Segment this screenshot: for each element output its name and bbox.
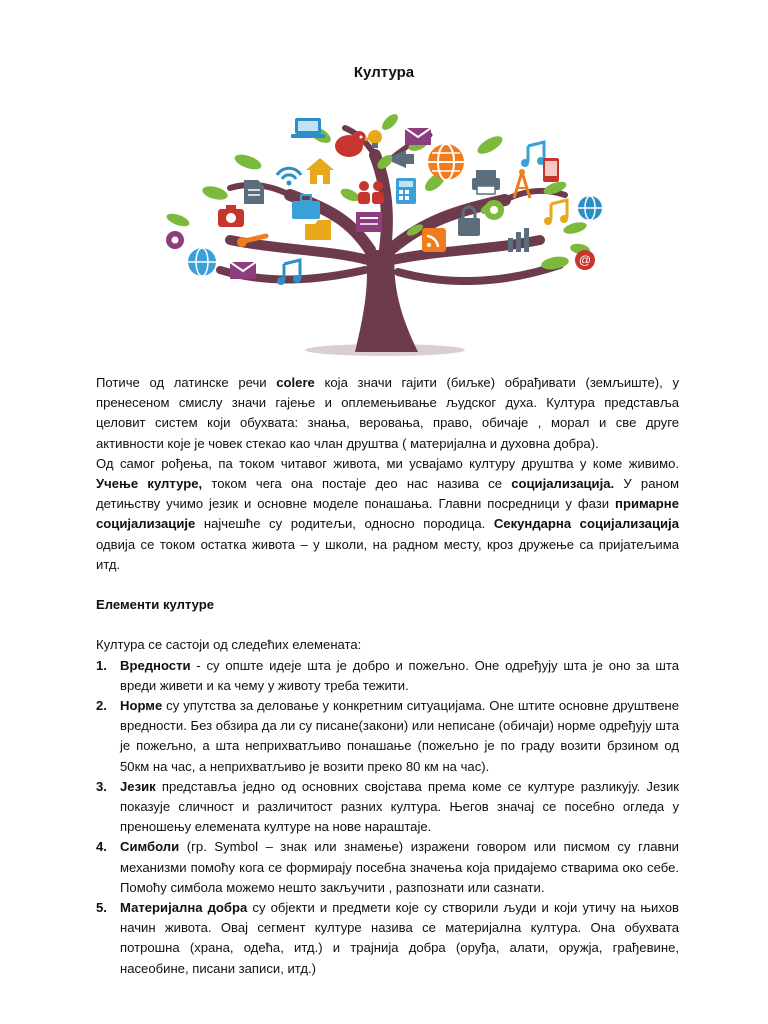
folder-icon [305, 220, 331, 240]
people-icon [358, 181, 384, 204]
wifi-icon [277, 168, 301, 185]
globe-icon [188, 248, 216, 276]
envelope-icon [230, 262, 256, 279]
rss-icon [422, 228, 446, 252]
bold-term: примарне социјализације [96, 496, 679, 532]
intro-paragraph: Потиче од латинске речи colere која значи гајити (биљке) обрађивати (земљиште), у пренесеном смислу значи гајење и оплемењивање људског духа. Култура представља целовит систем који обухвата: знања, веровања, право, обичаје , морал и све друге активности које је човек стекао као члан друштва ( материјална и духовна добра). [96, 375, 679, 451]
envelope-icon [405, 128, 431, 145]
list-term: Језик [120, 778, 156, 794]
gear-icon [166, 231, 184, 249]
leaf [201, 184, 229, 202]
list-intro: Култура се састоји од следећих елемената: [96, 637, 362, 653]
calculator-icon [396, 178, 416, 204]
bold-term: Учење културе, [96, 476, 203, 492]
globe-icon [428, 144, 464, 180]
bold-term: colere [276, 375, 315, 390]
list-term: Вредности [120, 657, 191, 673]
list-number: 4. [96, 839, 107, 855]
globe-icon [578, 196, 602, 220]
list-item [96, 837, 679, 898]
list-text: су објекти и предмети које су створили људи и који утичу на њихов начин живота. Овај сегмент културе назива се материјална култура. Она обухвата потрошна (храна, одећа, итд.) и трајнија добра (оруђа, алати, оружја, грађевине, насеобине, писани записи, итд.) [120, 900, 679, 976]
leaf [339, 186, 361, 204]
list-text: (гр. Symbol – знак или знамење) изражени говором или писмом су главни механизми помоћу кога се формирају посебна значења која придајемо стварима око себе. Помоћу симбола можемо нешто закључити , разпознати или сазнати. [120, 839, 679, 895]
gear-icon [484, 200, 504, 220]
bold-term: Секундарна социјализација [493, 516, 679, 532]
leaf [165, 211, 191, 229]
list-number: 5. [96, 900, 107, 916]
list-text: представља једно од основних својстава према коме се културе разликују. Језик показује сличност и различитост разних култура. Његов значај се посебно огледа у преношењу елемената културе на нове нараштаје. [120, 778, 679, 835]
document-body [96, 373, 679, 979]
section-heading: Елементи културе [96, 597, 215, 613]
culture-tree-illustration [160, 100, 610, 360]
bold-term: социјализација. [511, 476, 615, 492]
leaf [379, 111, 400, 132]
list-term: Норме [120, 698, 163, 714]
list-number: 1. [96, 657, 107, 673]
leaf [233, 152, 263, 173]
document-title: Култура [353, 64, 415, 81]
list-term: Материјална добра [120, 900, 248, 916]
leaf [475, 133, 505, 157]
email-icon [575, 250, 595, 270]
camera-icon [218, 205, 244, 227]
phone-icon [543, 158, 559, 182]
music-note-icon [521, 142, 545, 167]
list-text: - су опште идеје шта је добро и пожељно. Оне одређују шта је оно за шта вреди живети и ка чему у животу треба тежити. [120, 657, 679, 693]
chart-icon [508, 228, 529, 252]
list-number: 2. [96, 698, 107, 714]
printer-icon [472, 170, 500, 194]
elements-list [96, 656, 679, 979]
music-note-icon [544, 200, 568, 225]
document-icon [244, 180, 264, 204]
list-term: Симболи [120, 839, 180, 855]
list-item [96, 696, 679, 777]
list-item [96, 777, 679, 838]
newspaper-icon [356, 212, 382, 232]
list-item [96, 656, 679, 696]
list-item [96, 898, 679, 979]
svg-text:@: @ [578, 253, 592, 267]
socialization-paragraph: Од самог рођења, па током читавог живота, ми усвајамо културу друштва у коме живимо. Учење културе, током чега она постаје део нас назива се социјализација. У раном детињству учимо језик и основне моделе понашања. Главни посредници у фази примарне социјализације најчешће су родитељи, односно породица. Секундарна социјализација одвија се током остатка живота – у школи, на радном месту, кроз дружење са пријатељима итд. [96, 455, 680, 572]
list-number: 3. [96, 778, 107, 794]
laptop-icon [291, 118, 325, 138]
list-text: су упутства за деловање у конкретним ситуацијама. Оне штите основне друштвене вредности. Без обзира да ли су писане(закони) или неписане (обичаји) норме одређују шта је пожељно, а шта неприхватљиво понашање (пожељно је по граду возити брзином од 50км на час, а неприхватљиво је возити преко 80 км на час). [120, 698, 679, 774]
house-icon [306, 158, 334, 184]
